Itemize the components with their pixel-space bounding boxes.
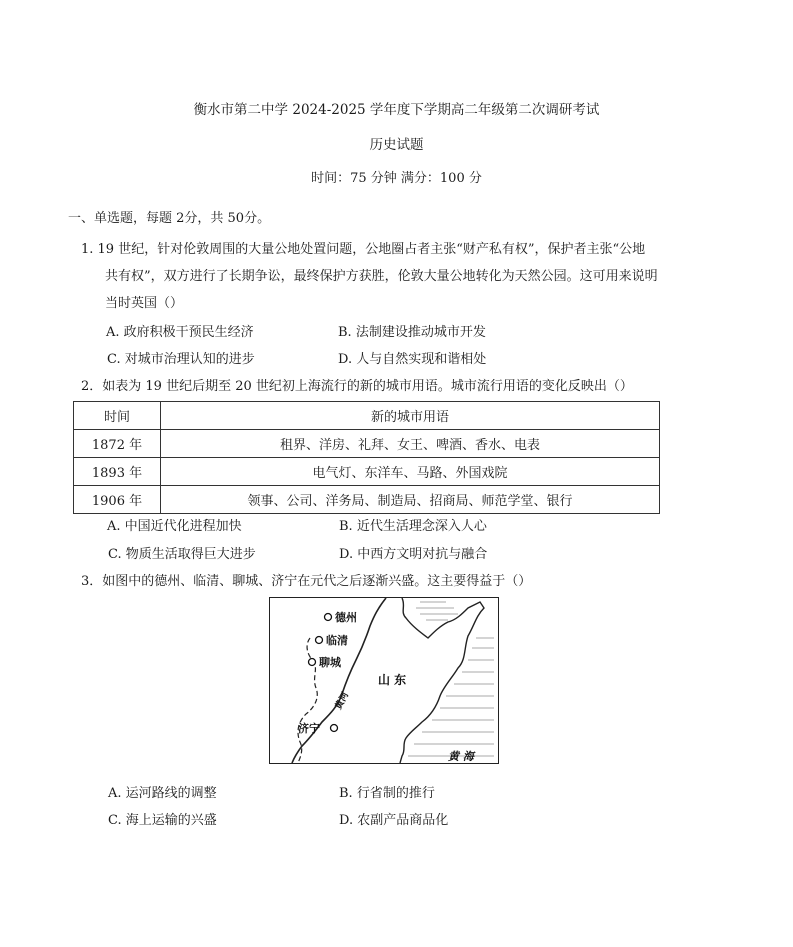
table-row bbox=[74, 430, 660, 458]
city-linqing-label: 临清 bbox=[326, 634, 348, 647]
city-linqing-marker bbox=[316, 637, 323, 644]
table-header-time: 时间 bbox=[74, 402, 161, 430]
question-1-line-1: 1. 19 世纪，针对伦敦周围的大量公地处置问题，公地圈占者主张“财产私有权”，保护者主张“公地 bbox=[81, 242, 646, 257]
city-liaocheng-label: 聊城 bbox=[319, 656, 341, 669]
table-header-terms: 新的城市用语 bbox=[161, 402, 660, 430]
question-3-option-b: B. 行省制的推行 bbox=[339, 786, 435, 801]
question-3-option-a: A. 运河路线的调整 bbox=[108, 786, 217, 801]
exam-time-info: 时间：75 分钟 满分：100 分 bbox=[311, 171, 482, 186]
question-1-option-b: B. 法制建设推动城市开发 bbox=[338, 325, 486, 340]
question-2-stem: 2．如表为 19 世纪后期至 20 世纪初上海流行的新的城市用语。城市流行用语的变化反映出（） bbox=[81, 379, 633, 394]
table-cell-terms: 租界、洋房、礼拜、女王、啤酒、香水、电表 bbox=[161, 430, 660, 458]
table-row bbox=[74, 458, 660, 486]
table-cell-terms: 领事、公司、洋务局、制造局、招商局、师范学堂、银行 bbox=[161, 486, 660, 514]
question-3-option-d: D. 农副产品商品化 bbox=[339, 813, 449, 828]
question-1-line-2: 共有权”，双方进行了长期争讼，最终保护方获胜，伦敦大量公地转化为天然公园。这可用来说明 bbox=[105, 269, 658, 284]
question-1-option-c: C. 对城市治理认知的进步 bbox=[107, 352, 255, 367]
region-shandong-label: 山 东 bbox=[378, 673, 407, 687]
table-cell-terms: 电气灯、东洋车、马路、外国戏院 bbox=[161, 458, 660, 486]
question-2-option-d: D. 中西方文明对抗与融合 bbox=[339, 547, 488, 562]
table-cell-year: 1893 年 bbox=[74, 458, 161, 486]
section-heading: 一、单选题，每题 2分，共 50分。 bbox=[68, 211, 271, 226]
city-liaocheng-marker bbox=[309, 659, 316, 666]
question-1-option-a: A. 政府积极干预民生经济 bbox=[106, 325, 254, 340]
map-graphic bbox=[270, 598, 498, 763]
question-3-option-c: C. 海上运输的兴盛 bbox=[108, 813, 217, 828]
coastline bbox=[400, 598, 484, 763]
exam-subject: 历史试题 bbox=[369, 137, 424, 153]
city-dezhou-label: 德州 bbox=[335, 611, 357, 624]
table-header-row bbox=[74, 402, 660, 430]
sea-label: 黄 海 bbox=[448, 750, 474, 763]
question-3-stem: 3．如图中的德州、临清、聊城、济宁在元代之后逐渐兴盛。这主要得益于（） bbox=[81, 574, 532, 589]
question-1-line-3: 当时英国（） bbox=[105, 296, 184, 311]
question-1-option-d: D. 人与自然实现和谐相处 bbox=[338, 352, 487, 367]
city-terms-table bbox=[73, 401, 660, 514]
question-2-option-a: A. 中国近代化进程加快 bbox=[107, 519, 242, 534]
river-label: 黄河 bbox=[333, 690, 352, 712]
table-row bbox=[74, 486, 660, 514]
city-jining-label: 济宁 bbox=[298, 722, 320, 735]
table-cell-year: 1872 年 bbox=[74, 430, 161, 458]
table-cell-year: 1906 年 bbox=[74, 486, 161, 514]
province-boundary bbox=[298, 638, 317, 763]
shandong-map bbox=[269, 597, 499, 764]
city-dezhou-marker bbox=[325, 614, 332, 621]
question-2-option-c: C. 物质生活取得巨大进步 bbox=[108, 547, 256, 562]
exam-title: 衡水市第二中学 2024-2025 学年度下学期高二年级第二次调研考试 bbox=[193, 102, 600, 118]
question-2-option-b: B. 近代生活理念深入人心 bbox=[339, 519, 487, 534]
city-jining-marker bbox=[331, 725, 338, 732]
